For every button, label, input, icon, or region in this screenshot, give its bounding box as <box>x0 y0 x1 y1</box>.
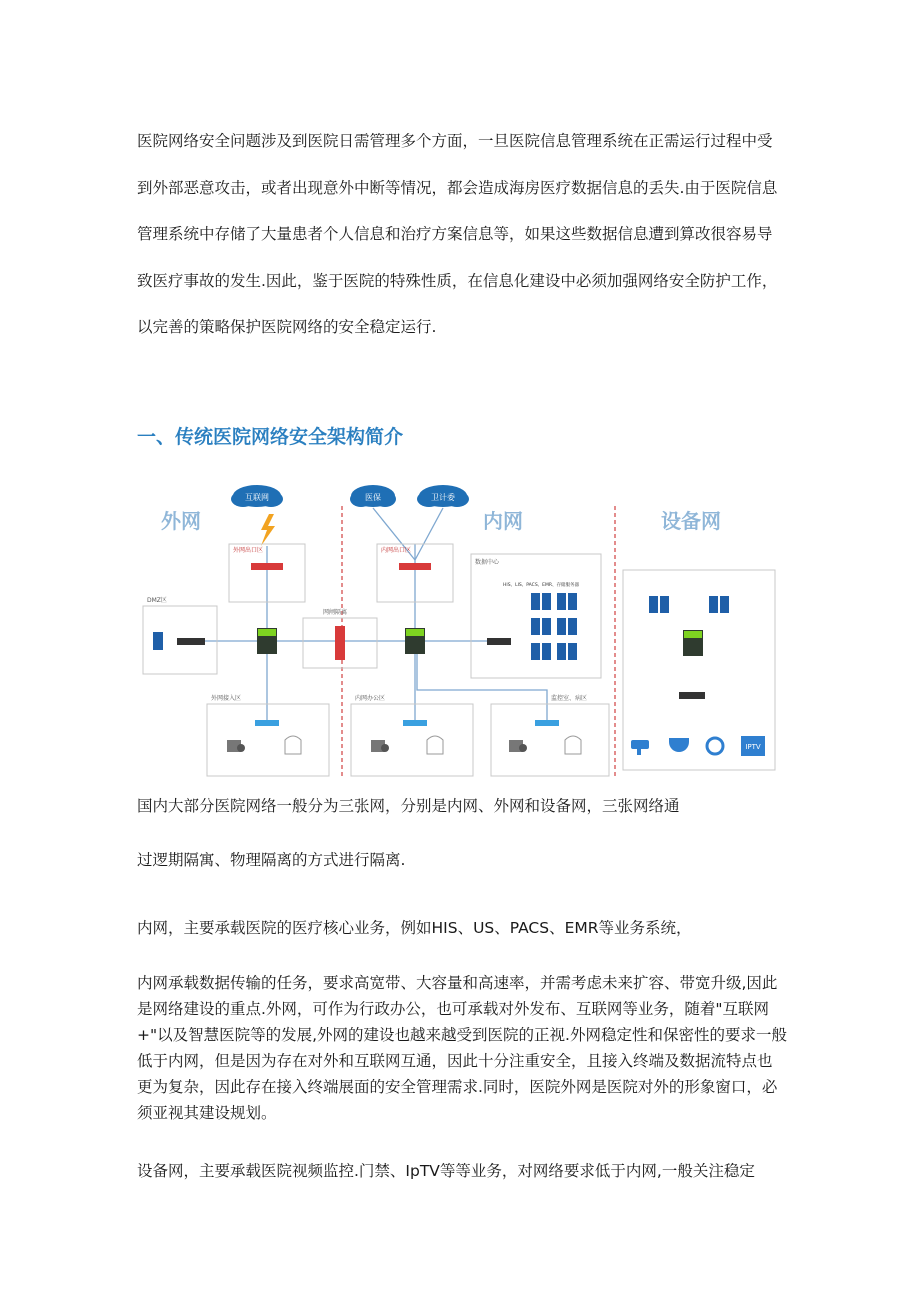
paragraph-network-overview: 国内大部分医院网络一般分为三张网，分别是内网、外网和设备网，三张网络通 <box>137 797 680 815</box>
zone-label-device: 设备网 <box>661 509 721 533</box>
gateway-label: 网闸隔离 <box>323 609 348 616</box>
outer-access-area <box>207 704 329 776</box>
data-center-switch-icon <box>487 638 511 645</box>
outer-access-point-icon <box>285 736 301 754</box>
camera-icon <box>631 740 649 755</box>
inner-firewall-icon <box>399 563 431 570</box>
section-heading: 一、传统医院网络安全架构简介 <box>137 426 404 448</box>
cloud-health-bureau-icon <box>417 485 469 507</box>
dmz-switch-icon <box>177 638 205 645</box>
inner-workstation-icon <box>371 740 389 752</box>
gateway-device-icon <box>335 626 345 660</box>
device-servers-icon <box>649 596 729 613</box>
monitor-access-point-icon <box>565 736 581 754</box>
outer-firewall-icon <box>251 563 283 570</box>
device-core-switch-icon <box>683 630 703 656</box>
zone-label-inner: 内网 <box>483 509 523 533</box>
cloud-medical-insurance-icon <box>350 485 396 507</box>
inner-office-area <box>351 704 473 776</box>
dmz-label: DMZ区 <box>147 597 167 604</box>
monitor-area-label: 监控室、病区 <box>551 695 588 702</box>
inner-exit-label: 内网出口区 <box>381 547 412 554</box>
monitor-workstation-icon <box>509 740 527 752</box>
data-center-servers-icon <box>531 593 577 660</box>
dome-camera-icon <box>669 738 689 752</box>
network-architecture-diagram <box>137 478 788 786</box>
inner-access-point-icon <box>427 736 443 754</box>
cloud-health-bureau-label: 卫计委 <box>431 493 455 502</box>
intro-paragraph: 医院网络安全问题涉及到医院日需管理多个方面，一旦医院信息管理系统在正需运行过程中受到外部恶意攻击，或者出现意外中断等情况，都会造成海房医疗数据信息的丢失.由于医院信息管理系统中存储了大量患者个人信息和治疗方案信息等，如果这些数据信息遭到算改很容易导致医疗事故的发生.因此，鉴于医院的特殊性质，在信息化建设中必须加强网络安全防护工作，以完善的策略保护医院网络的安全稳定运行. <box>137 132 778 336</box>
dmz-server-icon <box>153 632 163 650</box>
outer-core-switch-icon <box>257 628 277 654</box>
inner-office-switch-icon <box>403 720 427 726</box>
paragraph-isolation: 过逻期隔寓、物理隔离的方式进行隔离. <box>137 851 406 869</box>
access-control-icon <box>707 738 723 754</box>
zone-label-outer: 外网 <box>161 509 201 533</box>
cloud-medical-insurance-label: 医保 <box>365 493 381 502</box>
outer-exit-label: 外网出口区 <box>233 547 264 554</box>
paragraph-device-network: 设备网，主要承载医院视频监控.门禁、IpTV等等业务，对网络要求低于内网,一般关注稳定 <box>137 1162 755 1180</box>
iptv-label: IPTV <box>745 743 761 751</box>
inner-core-switch-icon <box>405 628 425 654</box>
inner-office-label: 内网办公区 <box>355 695 386 702</box>
data-center-label: 数据中心 <box>475 559 500 566</box>
cloud-internet-icon <box>231 485 283 507</box>
lightning-icon <box>261 514 275 546</box>
outer-workstation-icon <box>227 740 245 752</box>
data-center-systems-label: HIS、LIS、PACS、EMR、存储服务器 <box>503 583 580 588</box>
paragraph-outer-network: 内网承载数据传输的任务，要求高宽带、大容量和高速率，并需考虑未来扩容、带宽升级,因此是网络建设的重点.外网，可作为行政办公，也可承载对外发布、互联网等业务，随着"互联网+"以及智慧医院等的发展,外网的建设也越来越受到医院的正视.外网稳定性和保密性的要求一般低于内网，但是因为存在对外和互联网互通，因此十分注重安全，且接入终端及数据流特点也更为复杂，因此存在接入终端展面的安全管理需求.同时，医院外网是医院对外的形象窗口，必须亚视其建设规划。 <box>137 974 787 1122</box>
outer-access-label: 外网接入区 <box>211 695 242 702</box>
paragraph-inner-network: 内网，主要承载医院的医疗核心业务，例如HIS、US、PACS、EMR等业务系统， <box>137 919 692 937</box>
device-switch-icon <box>679 692 705 699</box>
outer-access-switch-icon <box>255 720 279 726</box>
cloud-internet-label: 互联网 <box>245 493 269 502</box>
monitor-area-switch-icon <box>535 720 559 726</box>
monitor-area <box>491 704 609 776</box>
